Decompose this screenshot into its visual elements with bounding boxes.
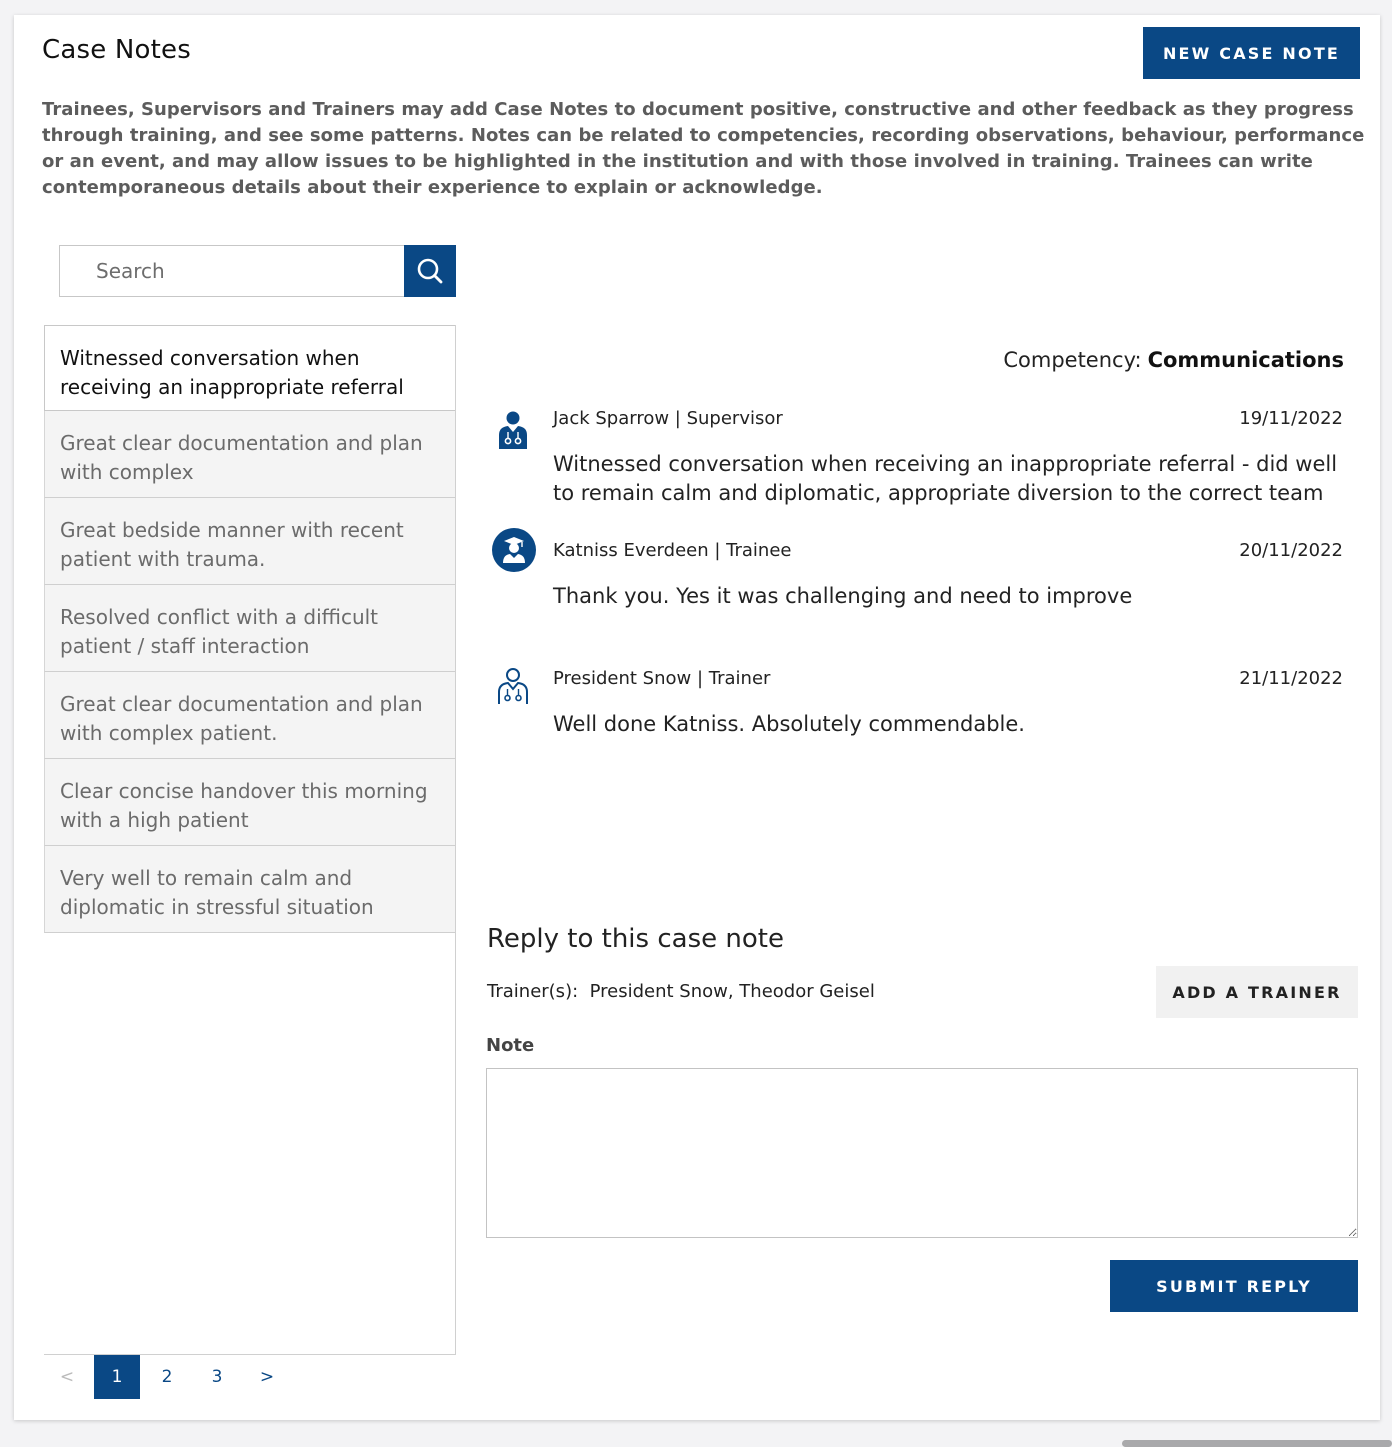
case-note-item-5[interactable]: Great clear documentation and plan with complex patient. <box>44 672 455 759</box>
comment-author: Jack Sparrow | Supervisor <box>553 408 783 429</box>
comment-author: President Snow | Trainer <box>553 668 771 689</box>
page-2-button[interactable]: 2 <box>161 1367 173 1387</box>
case-note-item-4[interactable]: Resolved conflict with a difficult patient / staff interaction <box>44 585 455 672</box>
comment-date: 21/11/2022 <box>1239 668 1343 689</box>
page-1-button[interactable]: 1 <box>94 1355 140 1399</box>
case-note-item-7[interactable]: Very well to remain calm and diplomatic in stressful situation <box>44 846 455 933</box>
competency <box>1003 348 1344 372</box>
page-3-button[interactable]: 3 <box>211 1367 223 1387</box>
competency-label: Competency: <box>1003 348 1142 372</box>
prev-page-button[interactable]: < <box>59 1367 75 1387</box>
supervisor-icon <box>490 408 536 454</box>
note-textarea[interactable] <box>486 1068 1358 1238</box>
comment-header <box>553 668 1343 689</box>
case-note-item-1[interactable]: Witnessed conversation when receiving an inappropriate referral <box>44 325 455 411</box>
search-button[interactable] <box>404 245 456 297</box>
comment-date: 20/11/2022 <box>1239 540 1343 561</box>
comment-date: 19/11/2022 <box>1239 408 1343 429</box>
trainee-icon <box>491 527 537 573</box>
search-input[interactable] <box>59 245 404 297</box>
case-notes-card <box>14 15 1380 1420</box>
next-page-button[interactable]: > <box>259 1367 275 1387</box>
comment-text: Witnessed conversation when receiving an inappropriate referral - did well to remain calm and diplomatic, appropriate diversion to the correct team <box>553 452 1338 505</box>
trainer-icon <box>490 664 536 710</box>
new-case-note-button[interactable]: NEW CASE NOTE <box>1143 27 1360 79</box>
search-bar <box>59 245 456 297</box>
intro-text: Trainees, Supervisors and Trainers may add Case Notes to document positive, constructive and other feedback as they progress through training, and see some patterns. Notes can be related to competencies, recording observations, behaviour, performance or an event, and may allow issues to be highlighted in the institution and with those involved in training. Trainees can write contemporaneous details about their experience to explain or acknowledge. <box>42 99 1365 198</box>
trainers-value: President Snow, Theodor Geisel <box>589 981 875 1002</box>
case-note-item-6[interactable]: Clear concise handover this morning with a high patient <box>44 759 455 846</box>
case-note-list <box>44 325 456 1355</box>
comment-author: Katniss Everdeen | Trainee <box>553 540 792 561</box>
page-title: Case Notes <box>42 35 191 65</box>
comment-text: Well done Katniss. Absolutely commendable. <box>553 712 1025 736</box>
note-label: Note <box>486 1035 535 1056</box>
case-note-item-2[interactable]: Great clear documentation and plan with complex <box>44 411 455 498</box>
add-trainer-button[interactable]: ADD A TRAINER <box>1156 966 1358 1018</box>
horizontal-scrollbar[interactable] <box>1122 1440 1392 1447</box>
comment-text: Thank you. Yes it was challenging and need to improve <box>553 584 1133 608</box>
reply-title: Reply to this case note <box>487 924 784 954</box>
pagination <box>44 1355 294 1399</box>
case-note-item-3[interactable]: Great bedside manner with recent patient with trauma. <box>44 498 455 585</box>
submit-reply-button[interactable]: SUBMIT REPLY <box>1110 1260 1358 1312</box>
search-icon <box>416 257 444 285</box>
trainers-label: Trainer(s): <box>487 981 579 1002</box>
comment-header <box>553 408 1343 429</box>
comment-header <box>553 540 1343 561</box>
competency-value: Communications <box>1147 348 1344 372</box>
trainers-line <box>487 981 875 1002</box>
